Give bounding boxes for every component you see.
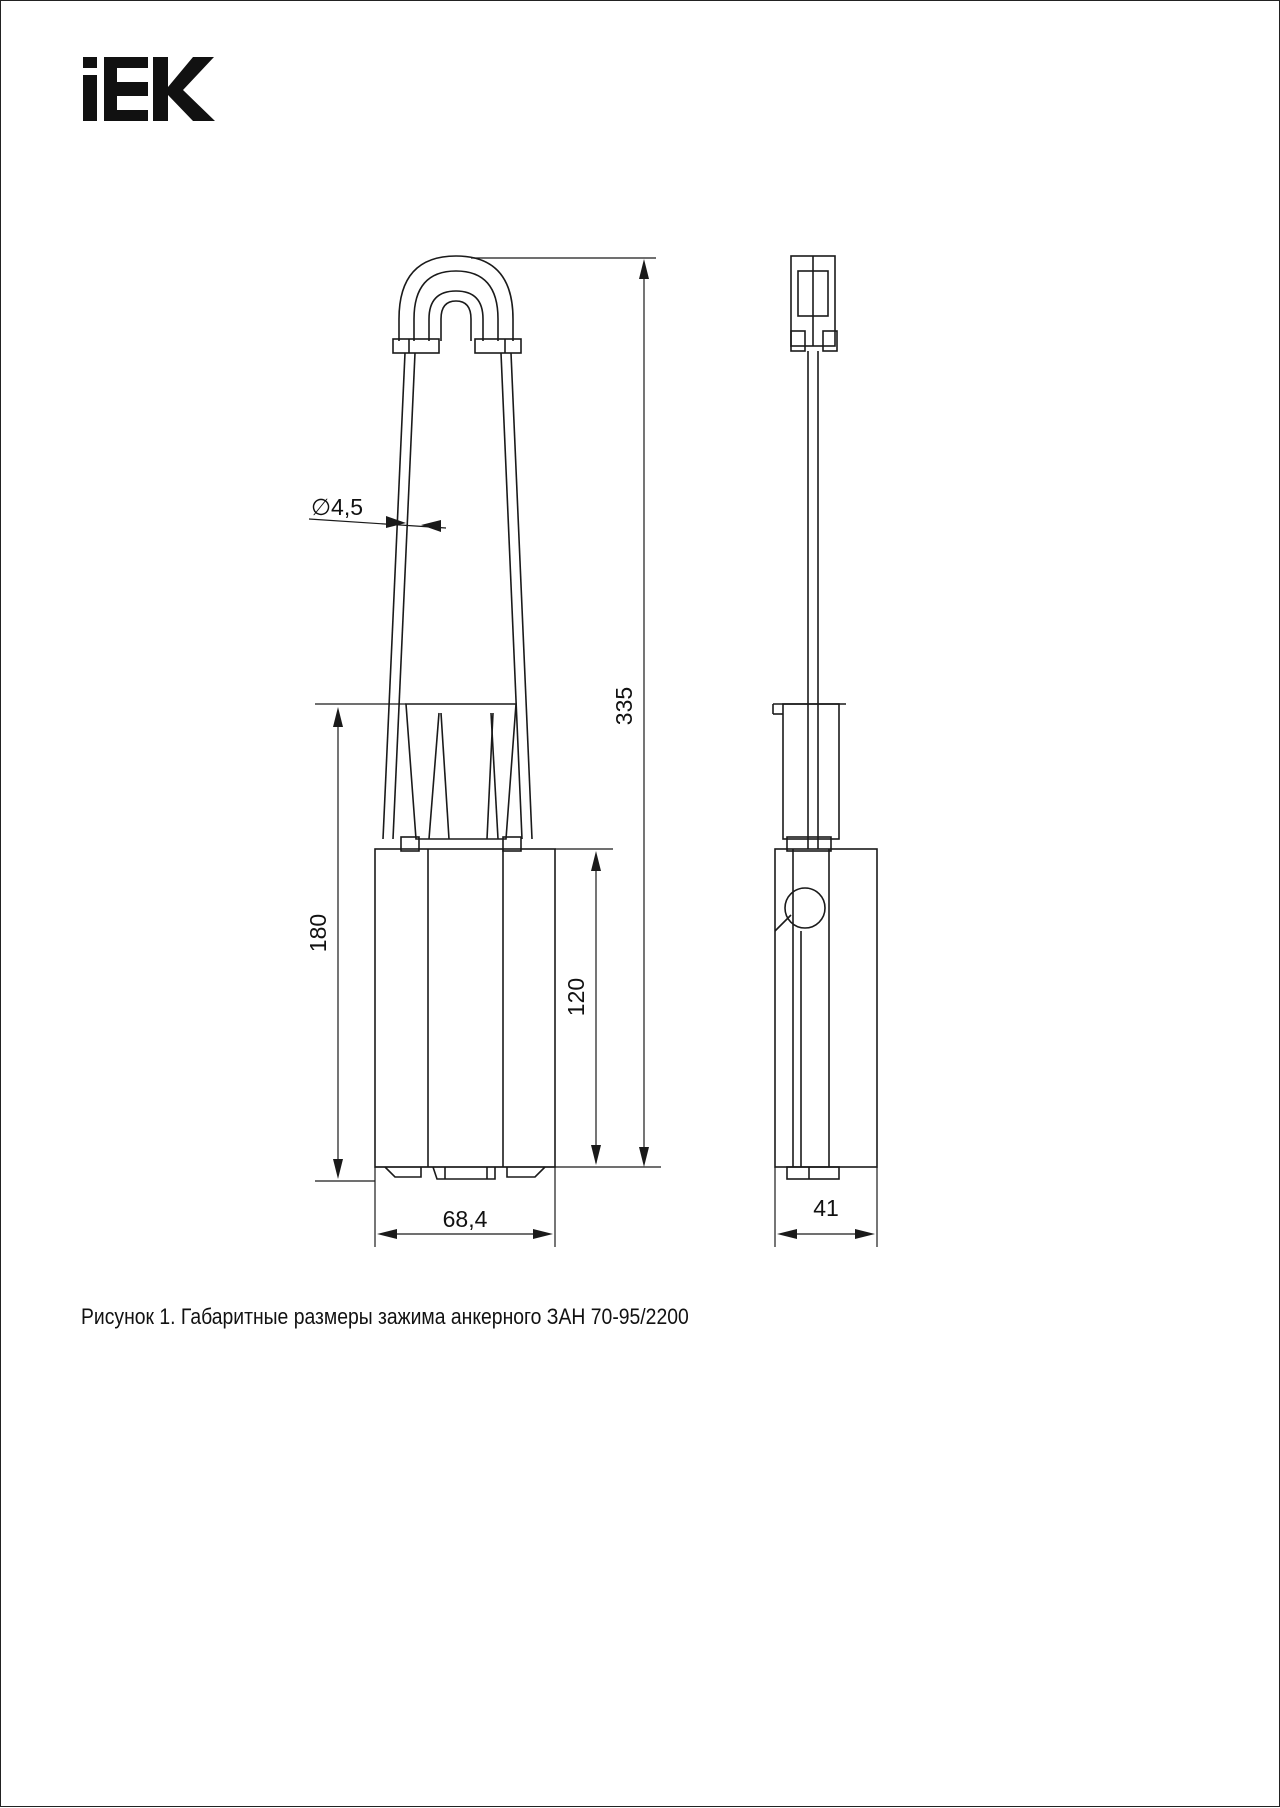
dim-180: 180 — [305, 913, 331, 953]
side-view — [773, 256, 877, 1179]
dim-side-width: 41 — [813, 1195, 839, 1221]
dim-wire-diameter: ∅4,5 — [311, 494, 364, 520]
dim-120: 120 — [563, 977, 589, 1017]
dim-total-height: 335 — [611, 686, 637, 726]
figure-caption: Рисунок 1. Габаритные размеры зажима анкерного ЗАН 70-95/2200 — [81, 1304, 689, 1329]
anchor-clamp-drawing — [1, 1, 1280, 1808]
dimension-lines — [309, 258, 877, 1247]
front-view — [375, 256, 555, 1179]
dim-front-width: 68,4 — [442, 1206, 488, 1232]
